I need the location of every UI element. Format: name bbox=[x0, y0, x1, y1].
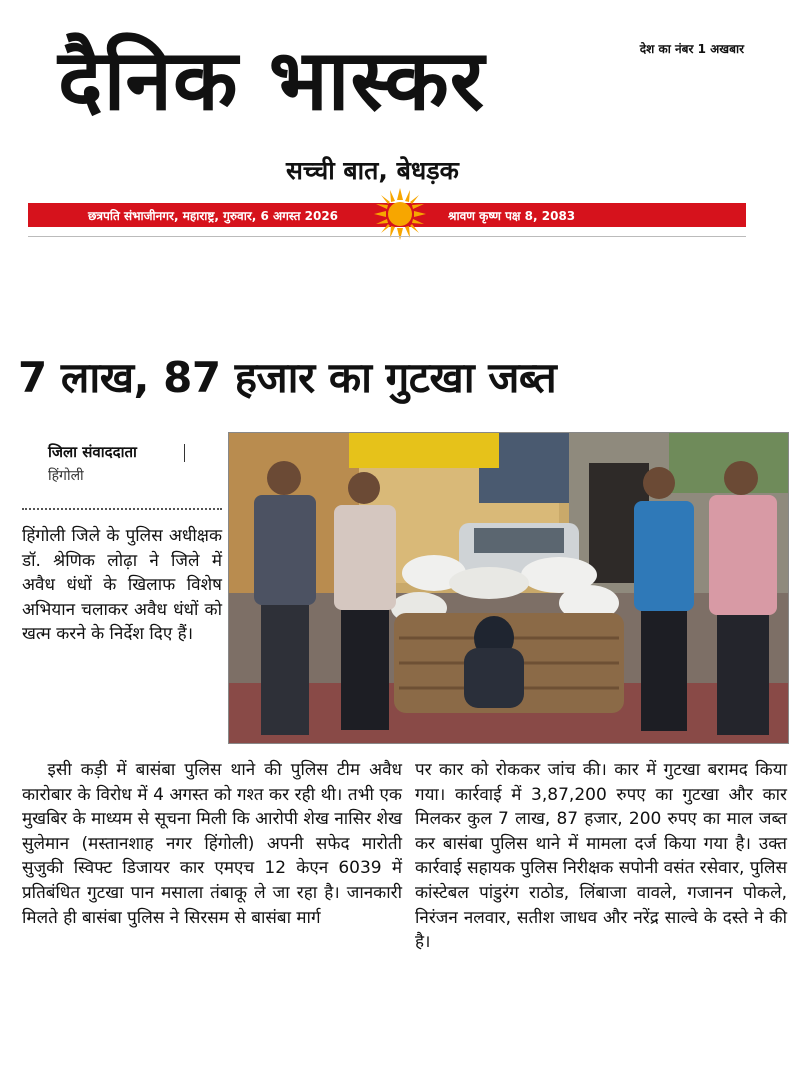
article-column-1 bbox=[22, 758, 402, 930]
body-paragraph-continued: पर कार को रोककर जांच की। कार में गुटखा बरामद किया गया। कार्रवाई में 3,87,200 रुपए का गुटखा और कार मिलकर कुल 7 लाख, 87 हजार, 200 रुपए का माल जब्त कर बासंबा पुलिस थाने में मामला दर्ज किया गया है। उक्त कार्रवाई सहायक पुलिस निरीक्षक सपोनी वसंत रसेवार, पुलिस कांस्टेबल पांडुरंग राठोड, लिंबाजा वावले, गजानन पोकले, निरंजन नलवार, सतीश जाधव और नरेंद्र साल्वे के दस्ते ने की है। bbox=[415, 760, 787, 953]
masthead bbox=[28, 18, 746, 240]
byline-divider bbox=[22, 508, 222, 510]
byline bbox=[48, 442, 198, 485]
byline-place: हिंगोली bbox=[48, 468, 84, 484]
headline: 7 लाख, 87 हजार का गुटखा जब्त bbox=[18, 353, 557, 402]
masthead-divider bbox=[28, 236, 746, 237]
article-column-2 bbox=[415, 758, 787, 955]
byline-author: जिला संवाददाता bbox=[48, 443, 137, 461]
article-lead bbox=[22, 524, 222, 647]
slogan: सच्ची बात, बेधड़क bbox=[286, 156, 459, 185]
police-seizure-photo bbox=[228, 432, 789, 744]
sun-icon bbox=[374, 188, 426, 240]
byline-separator bbox=[184, 444, 185, 462]
tagline-top: देश का नंबर 1 अखबार bbox=[639, 42, 744, 56]
hindu-date: श्रावण कृष्ण पक्ष 8, 2083 bbox=[448, 209, 576, 223]
body-paragraph: इसी कड़ी में बासंबा पुलिस थाने की पुलिस टीम अवैध कारोबार के विरोध में 4 अगस्त को गश्त कर रही थी। तभी एक मुखबिर के माध्यम से सूचना मिली कि आरोपी शेख नासिर शेख सुलेमान (मस्तानशाह नगर हिंगोली) अपनी सफेद मारोती सुजुकी स्विफ्ट डिजायर कार एमएच 12 केएन 6039 में प्रतिबंधित गुटखा पान मसाला तंबाकू ले जा रहा है। जानकारी मिलते ही बासंबा पुलिस ने सिरसम से बासंबा मार्ग bbox=[22, 760, 402, 928]
brand-logo: दैनिक भास्कर bbox=[58, 31, 486, 129]
edition-text: छत्रपति संभाजीनगर, महाराष्ट्र, गुरुवार, 6 अगस्त 2026 bbox=[88, 209, 339, 223]
lead-paragraph: हिंगोली जिले के पुलिस अधीक्षक डॉ. श्रेणिक लोढ़ा ने जिले में अवैध धंधों के खिलाफ विशेष अभियान चलाकर अवैध धंधों को खत्म करने के निर्देश दिए हैं। bbox=[22, 526, 222, 645]
